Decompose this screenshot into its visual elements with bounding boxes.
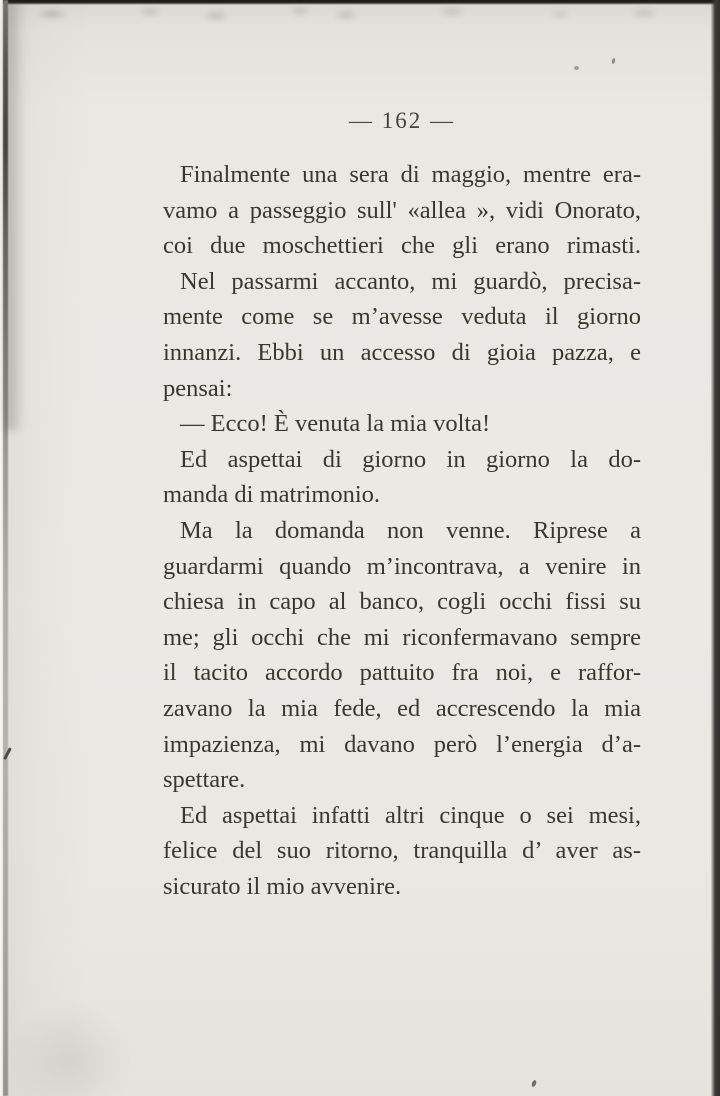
text-line: spettare. (163, 766, 246, 794)
text-line: felice del suo ritorno, tranquilla d’ aver as- (163, 837, 641, 865)
ink-speck (611, 58, 615, 65)
scan-edge-right (711, 0, 720, 1096)
ink-speck (531, 1080, 537, 1088)
text-line: innanzi. Ebbi un accesso di gioia pazza, e (163, 338, 641, 366)
text-line: Finalmente una sera di maggio, mentre era- (180, 161, 641, 188)
text-line: Ed aspettai infatti altri cinque o sei mesi, (180, 801, 641, 829)
text-line: zavano la mia fede, ed accrescendo la mia (163, 694, 641, 722)
text-line: Ma la domanda non venne. Riprese a (180, 516, 641, 544)
text-line: il tacito accordo pattuito fra noi, e raffor- (163, 659, 641, 687)
text-line: Nel passarmi accanto, mi guardò, precisa- (180, 267, 641, 295)
text-line: coi due moschettieri che gli erano rimasti. (163, 232, 641, 260)
text-line: impazienza, mi davano però l’energia d’a- (163, 730, 641, 758)
text-line: mente come se m’avesse veduta il giorno (163, 303, 641, 331)
text-line: vamo a passeggio sull' «allea », vidi Onorato, (163, 196, 641, 224)
scan-top-blotches (0, 2, 720, 34)
text-line: pensai: (163, 374, 233, 402)
text-line: chiesa in capo al banco, cogli occhi fissi su (163, 588, 641, 616)
ink-speck (574, 66, 579, 70)
text-line: guardarmi quando m’incontrava, a venire in (163, 552, 641, 580)
book-gutter-shadow (5, 0, 31, 430)
text-line: Ed aspettai di giorno in giorno la do- (180, 445, 641, 473)
page-text (163, 157, 641, 904)
page-number: — 162 — (349, 108, 455, 133)
text-line: sicurato il mio avvenire. (163, 872, 402, 900)
text-line: manda di matrimonio. (163, 481, 381, 509)
text-line: me; gli occhi che mi riconfermavano sempre (163, 623, 641, 651)
text-line: — Ecco! È venuta la mia volta! (180, 410, 491, 438)
